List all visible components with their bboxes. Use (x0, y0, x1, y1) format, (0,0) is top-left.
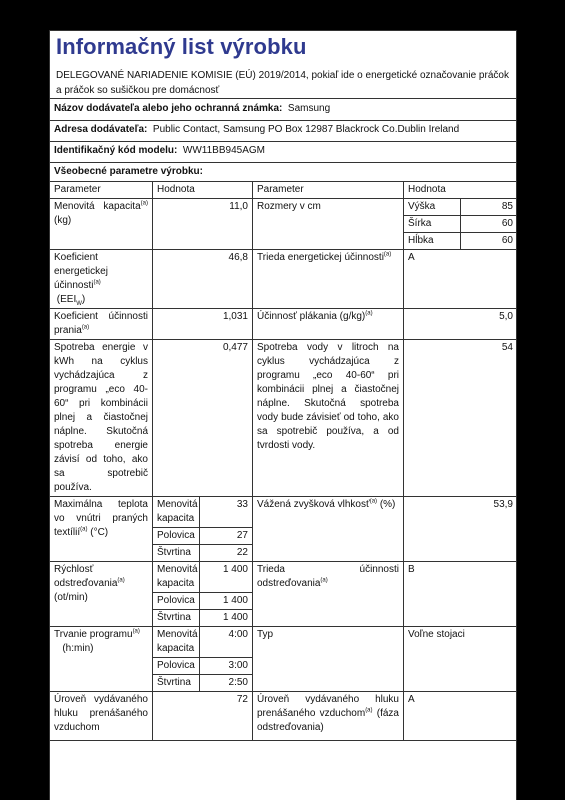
duration-rated-value: 4:00 (200, 627, 253, 658)
table-row (50, 627, 518, 658)
spin-class-label: Trieda účinnosti odstreďovania$^{(a)}$ (253, 562, 404, 627)
regulation-text: DELEGOVANÉ NARIADENIE KOMISIE (EÚ) 2019/2014, pokiaľ ide o energetické označovanie práčok a práčok so sušičkou pre domácnosť (56, 70, 509, 96)
duration-label: Trvanie programu$^{(a)}$ (h:min) (50, 627, 153, 692)
table-row (50, 562, 518, 593)
page-title: Informačný list výrobku (56, 34, 307, 59)
duration-quarter-label: Štvrtina (153, 675, 200, 692)
max-temp-label: Maximálna teplota vo vnútri praných textílií$^{(a)}$ (°C) (50, 497, 153, 562)
spin-speed-half-value: 1 400 (200, 593, 253, 610)
noise-label: Úroveň vydávaného hluku prenášaného vzduchom (50, 692, 153, 741)
supplier-label: Názov dodávateľa alebo jeho ochranná známka: (54, 103, 283, 114)
max-temp-rated-value: 33 (200, 497, 253, 528)
table-row (50, 199, 518, 216)
height-label: Výška (404, 199, 461, 216)
moisture-value: 53,9 (404, 497, 518, 562)
max-temp-rated-label: Menovitá kapacita (153, 497, 200, 528)
address-label: Adresa dodávateľa: (54, 124, 148, 135)
spin-speed-quarter-label: Štvrtina (153, 610, 200, 627)
spin-speed-label: Rýchlosť odstreďovania$^{(a)}$ (ot/min) (50, 562, 153, 627)
table-header-row (50, 182, 518, 199)
table-row (50, 309, 518, 340)
noise-class-value: A (404, 692, 518, 741)
capacity-value: 11,0 (153, 199, 253, 250)
capacity-label: Menovitá kapacita$^{(a)}$ (kg) (50, 199, 153, 250)
table-row (50, 250, 518, 309)
spin-speed-quarter-value: 1 400 (200, 610, 253, 627)
table-row (50, 340, 518, 497)
address-row (49, 120, 517, 141)
header-value-1: Hodnota (153, 182, 253, 199)
height-value: 85 (461, 199, 518, 216)
eei-label: Koeficient energetickej účinnosti$^{(a)}$ $(EEI_W)$ (50, 250, 153, 309)
spin-speed-rated-label: Menovitá kapacita (153, 562, 200, 593)
duration-quarter-value: 2:50 (200, 675, 253, 692)
depth-label: Hĺbka (404, 233, 461, 250)
water-consumption-label: Spotreba vody v litroch na cyklus vychádzajúca z programu „eco 40-60“ pri kombinácii plnej a čiastočnej náplne. Skutočná spotreba vody bude závisieť od toho, ako sa spotrebič používa, a od tvrdosti vody. (253, 340, 404, 497)
spin-speed-half-label: Polovica (153, 593, 200, 610)
max-temp-half-value: 27 (200, 528, 253, 545)
rinsing-value: 5,0 (404, 309, 518, 340)
duration-half-value: 3:00 (200, 658, 253, 675)
address-value: Public Contact, Samsung PO Box 12987 Blackrock Co.Dublin Ireland (152, 124, 460, 135)
duration-rated-label: Menovitá kapacita (153, 627, 200, 658)
noise-value: 72 (153, 692, 253, 741)
parameters-table (49, 181, 517, 741)
max-temp-half-label: Polovica (153, 528, 200, 545)
energy-class-label: Trieda energetickej účinnosti$^{(a)}$ (253, 250, 404, 309)
noise-class-label: Úroveň vydávaného hluku prenášaného vzduchom$^{(a)}$ (fáza odstreďovania) (253, 692, 404, 741)
header-parameter-2: Parameter (253, 182, 404, 199)
supplier-value: Samsung (287, 103, 331, 114)
table-row (50, 497, 518, 528)
max-temp-quarter-label: Štvrtina (153, 545, 200, 562)
dimensions-label: Rozmery v cm (253, 199, 404, 250)
spin-class-value: B (404, 562, 518, 627)
energy-consumption-label: Spotreba energie v kWh na cyklus vychádzajúca z programu „eco 40-60“ pri kombinácii plnej a čiastočnej náplne. Skutočná spotreba energie závisí od toho, ako sa spotrebič používa. (50, 340, 153, 497)
rinsing-label: Účinnosť plákania $(g/kg)^{(a)}$ (253, 309, 404, 340)
general-params-label: Všeobecné parametre výrobku: (54, 166, 203, 177)
model-row (49, 141, 517, 162)
general-params-row (49, 162, 517, 181)
width-label: Šírka (404, 216, 461, 233)
energy-class-value: A (404, 250, 518, 309)
energy-consumption-value: 0,477 (153, 340, 253, 497)
duration-half-label: Polovica (153, 658, 200, 675)
header-parameter-1: Parameter (50, 182, 153, 199)
supplier-row (49, 98, 517, 120)
washing-value: 1,031 (153, 309, 253, 340)
model-label: Identifikačný kód modelu: (54, 145, 178, 156)
max-temp-quarter-value: 22 (200, 545, 253, 562)
type-value: Voľne stojaci (404, 627, 518, 692)
header-value-2: Hodnota (404, 182, 518, 199)
moisture-label: Vážená zvyšková vlhkosť$^{(a)}$ (%) (253, 497, 404, 562)
width-value: 60 (461, 216, 518, 233)
table-row (50, 692, 518, 741)
washing-label: Koeficient účinnosti prania$^{(a)}$ (50, 309, 153, 340)
product-information-sheet (49, 30, 517, 800)
type-label: Typ (253, 627, 404, 692)
depth-value: 60 (461, 233, 518, 250)
water-consumption-value: 54 (404, 340, 518, 497)
spin-speed-rated-value: 1 400 (200, 562, 253, 593)
model-value: WW11BB945AGM (182, 145, 265, 156)
eei-value: 46,8 (153, 250, 253, 309)
